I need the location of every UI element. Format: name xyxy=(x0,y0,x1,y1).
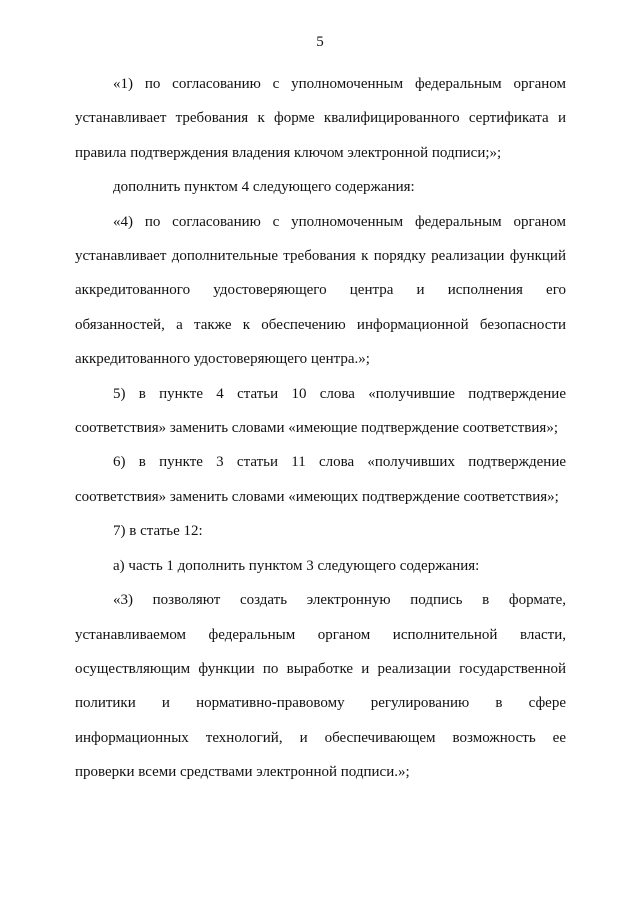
text-line: аккредитованного удостоверяющего центра и исполнения его xyxy=(75,282,566,299)
text-line: соответствия» заменить словами «имеющих подтверждение соответствия»; xyxy=(75,488,559,505)
paragraph-clause-3 xyxy=(75,583,566,789)
paragraph-supplement-4 xyxy=(75,170,566,204)
text-line: аккредитованного удостоверяющего центра.»; xyxy=(75,351,370,368)
text-line: политики и нормативно-правовому регулированию в сфере xyxy=(75,695,566,712)
text-line: «4) по согласованию с уполномоченным федеральным органом xyxy=(113,213,566,230)
text-line: правила подтверждения владения ключом электронной подписи;»; xyxy=(75,144,502,161)
paragraph-subitem-a xyxy=(75,549,566,583)
text-line: 6) в пункте 3 статьи 11 слова «получивших подтверждение xyxy=(113,454,566,471)
text-line: устанавливает требования к форме квалифицированного сертификата и xyxy=(75,110,566,127)
page-number: 5 xyxy=(316,34,324,50)
text-line: 7) в статье 12: xyxy=(113,523,203,540)
text-line: соответствия» заменить словами «имеющие подтверждение соответствия»; xyxy=(75,420,558,437)
text-line: 5) в пункте 4 статьи 10 слова «получившие подтверждение xyxy=(113,385,566,402)
paragraph-item-5 xyxy=(75,377,566,446)
text-line: «1) по согласованию с уполномоченным федеральным органом xyxy=(113,76,566,92)
text-line: информационных технологий, и обеспечивающем возможность ее xyxy=(75,729,566,746)
text-line: а) часть 1 дополнить пунктом 3 следующего содержания: xyxy=(113,557,480,574)
paragraph-item-7 xyxy=(75,514,566,548)
text-line: проверки всеми средствами электронной подписи.»; xyxy=(75,764,410,781)
document-body xyxy=(75,67,566,790)
text-line: «3) позволяют создать электронную подпись в формате, xyxy=(113,592,566,609)
text-line: устанавливает дополнительные требования к порядку реализации функций xyxy=(75,248,566,265)
text-line: обязанностей, а также к обеспечению информационной безопасности xyxy=(75,316,566,333)
text-line: осуществляющим функции по выработке и реализации государственной xyxy=(75,660,566,677)
paragraph-clause-4 xyxy=(75,205,566,377)
text-line: дополнить пунктом 4 следующего содержания: xyxy=(113,179,415,196)
text-line: устанавливаемом федеральным органом исполнительной власти, xyxy=(75,626,566,643)
paragraph-clause-1 xyxy=(75,67,566,170)
paragraph-item-6 xyxy=(75,445,566,514)
